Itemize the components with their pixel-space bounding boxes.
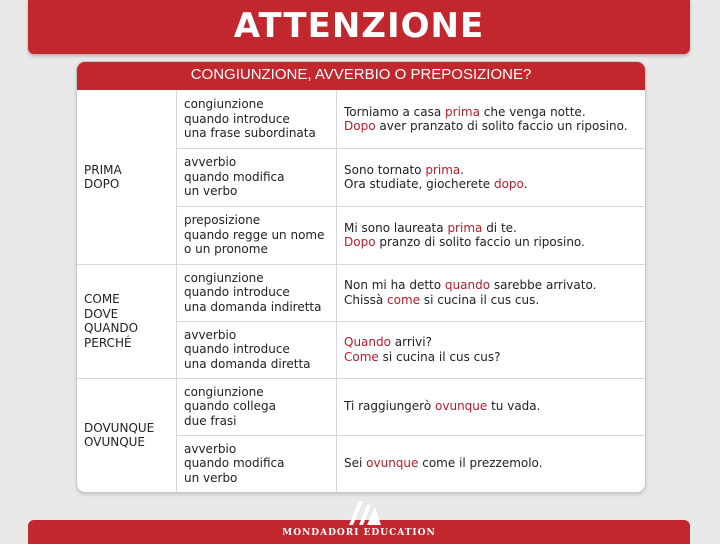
- grammar-table: [77, 90, 645, 492]
- word-type-term: congiunzione: [184, 97, 264, 112]
- sentence-text: di te.: [482, 220, 517, 235]
- sentence-text: Chissà: [344, 292, 387, 307]
- example-sentence: [344, 235, 645, 250]
- word-type-description: quando collega due frasi: [184, 399, 276, 428]
- sentence-text: .: [523, 177, 528, 191]
- highlighted-word: Quando: [344, 335, 391, 349]
- word-type-term: congiunzione: [184, 270, 264, 285]
- word-type-cell: [177, 321, 337, 378]
- word-group-cell: [77, 90, 177, 264]
- word-group-cell: [77, 378, 177, 492]
- example-sentence: [344, 399, 645, 414]
- word-type-description: quando introduce una frase subordinata: [184, 111, 316, 141]
- highlighted-word: ovunque: [435, 399, 488, 414]
- content-card: [77, 62, 645, 492]
- example-sentence: [344, 163, 645, 178]
- title-banner: [28, 0, 690, 54]
- example-sentence: [344, 335, 645, 350]
- example-sentence: [344, 119, 645, 134]
- sentence-text: Sei: [344, 456, 367, 471]
- sentence-text: arrivi?: [390, 335, 432, 349]
- highlighted-word: Dopo: [344, 235, 376, 249]
- example-sentence: [344, 105, 645, 120]
- example-sentence: [344, 456, 645, 471]
- publisher-logo-icon: [345, 497, 385, 527]
- highlighted-word: prima: [445, 104, 480, 119]
- sentence-text: Sono tornato: [344, 162, 426, 177]
- example-sentence: [344, 278, 645, 293]
- highlighted-word: prima: [447, 220, 483, 235]
- word-type-description: quando introduce una domanda diretta: [184, 342, 311, 371]
- example-cell: [337, 435, 645, 492]
- word-type-cell: [177, 148, 337, 206]
- sentence-text: sarebbe arrivato.: [490, 278, 597, 292]
- word-type-term: preposizione: [184, 213, 261, 228]
- highlighted-word: come: [387, 292, 421, 307]
- sentence-text: si cucina il cus cus?: [378, 349, 501, 364]
- sentence-text: Ora studiate, giocherete: [344, 177, 494, 191]
- example-cell: [337, 378, 645, 435]
- word-type-cell: [177, 435, 337, 492]
- sentence-text: tu vada.: [487, 399, 541, 414]
- page-title: ATTENZIONE: [233, 6, 485, 46]
- sentence-text: Mi sono laureata: [344, 220, 448, 235]
- highlighted-word: Dopo: [344, 119, 376, 133]
- highlighted-word: quando: [444, 278, 491, 292]
- divider: [177, 206, 645, 207]
- word-type-term: avverbio: [184, 327, 237, 342]
- sentence-text: Ti raggiungerò: [344, 399, 436, 414]
- sentence-text: .: [460, 162, 465, 177]
- publisher-name: MONDADORI EDUCATION: [282, 528, 436, 538]
- example-cell: [337, 264, 645, 321]
- highlighted-word: ovunque: [366, 456, 419, 471]
- word-type-description: quando introduce una domanda indiretta: [184, 285, 322, 314]
- word-group-cell: [77, 264, 177, 378]
- sentence-text: Non mi ha detto: [344, 278, 445, 292]
- word-group: COME DOVE QUANDO PERCHÉ: [84, 292, 139, 350]
- example-sentence: [344, 221, 645, 236]
- example-cell: [337, 321, 645, 378]
- sentence-text: Torniamo a casa: [344, 104, 446, 119]
- word-type-description: quando modifica un verbo: [184, 169, 285, 199]
- word-type-term: avverbio: [184, 155, 237, 170]
- word-type-cell: [177, 206, 337, 264]
- example-sentence: [344, 350, 645, 365]
- example-cell: [337, 206, 645, 264]
- divider: [177, 148, 645, 149]
- word-type-term: avverbio: [184, 441, 237, 456]
- example-cell: [337, 148, 645, 206]
- highlighted-word: prima: [425, 162, 461, 177]
- word-type-description: quando regge un nome o un pronome: [184, 227, 325, 257]
- word-type-cell: [177, 378, 337, 435]
- word-type-cell: [177, 90, 337, 148]
- example-sentence: [344, 293, 645, 308]
- example-cell: [337, 90, 645, 148]
- divider: [177, 435, 645, 436]
- sentence-text: pranzo di solito faccio un riposino.: [375, 235, 585, 249]
- highlighted-word: Come: [344, 349, 379, 364]
- word-type-description: quando modifica un verbo: [184, 456, 285, 485]
- table-header: CONGIUNZIONE, AVVERBIO O PREPOSIZIONE?: [77, 62, 645, 90]
- highlighted-word: dopo: [493, 177, 524, 191]
- sentence-text: aver pranzato di solito faccio un riposino.: [375, 119, 628, 133]
- divider: [177, 321, 645, 322]
- word-group: DOVUNQUE OVUNQUE: [84, 420, 155, 449]
- example-sentence: [344, 177, 645, 192]
- sentence-text: che venga notte.: [479, 104, 586, 119]
- footer-bar: [28, 520, 690, 544]
- sentence-text: come il prezzemolo.: [418, 456, 543, 471]
- word-group: PRIMA DOPO: [84, 162, 122, 191]
- word-type-term: congiunzione: [184, 384, 264, 399]
- word-type-cell: [177, 264, 337, 321]
- sentence-text: si cucina il cus cus.: [420, 292, 540, 307]
